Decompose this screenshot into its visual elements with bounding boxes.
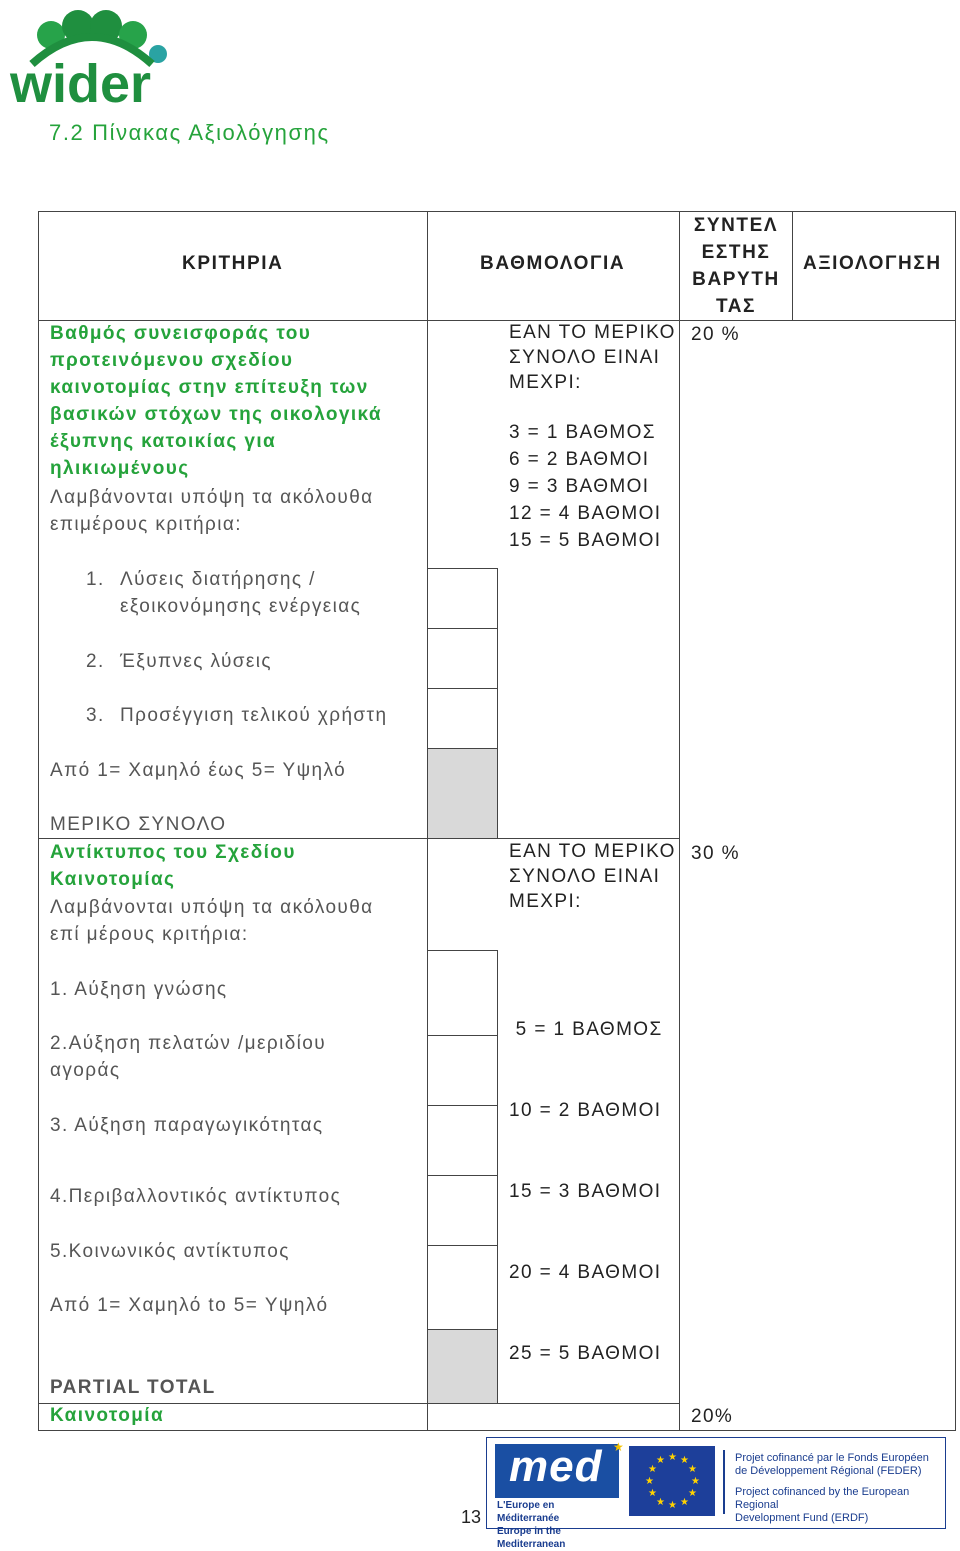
- section1-subheading: Λαμβάνονται υπόψη τα ακόλουθα επιμέρους κριτήρια:: [50, 487, 374, 535]
- svg-text:★: ★: [656, 1497, 665, 1508]
- partial-total-cell: [428, 1330, 497, 1403]
- svg-text:★: ★: [668, 1452, 677, 1463]
- eu-flag-icon: [629, 1446, 715, 1516]
- svg-text:★: ★: [648, 1464, 657, 1475]
- scale-note: Από 1= Χαμηλό έως 5= Υψηλό: [50, 760, 347, 781]
- weight-value: 30 %: [691, 843, 740, 864]
- svg-text:★: ★: [656, 1455, 665, 1466]
- weight-value: 20 %: [691, 324, 740, 345]
- section3-heading: Καινοτομία: [50, 1405, 165, 1426]
- score-rule-intro: ΕΑΝ ΤΟ ΜΕΡΙΚΟ ΣΥΝΟΛΟ ΕΙΝΑΙ ΜΕΧΡΙ:: [509, 322, 676, 393]
- section2-subheading: Λαμβάνονται υπόψη τα ακόλουθα επί μέρους κριτήρια:: [50, 897, 374, 945]
- partial-total-cell: [428, 749, 497, 838]
- score-rules: 5 = 1 ΒΑΘΜΟΣ 10 = 2 ΒΑΘΜΟΙ 15 = 3 ΒΑΘΜΟΙ 20 = 4 ΒΑΘΜΟΙ 25 = 5 ΒΑΘΜΟΙ: [509, 1019, 663, 1364]
- criterion-item: 1. Αύξηση γνώσης: [50, 979, 228, 1000]
- header-score: ΒΑΘΜΟΛΟΓΙΑ: [480, 253, 626, 274]
- partial-total-label: PARTIAL TOTAL: [50, 1377, 216, 1398]
- criterion-item: 5.Κοινωνικός αντίκτυπος: [50, 1241, 290, 1262]
- section2-heading: Αντίκτυπος του Σχεδίου Καινοτομίας: [50, 842, 296, 890]
- weight-value: 20%: [691, 1406, 734, 1427]
- section1-heading: Βαθμός συνεισφοράς του προτεινόμενου σχεδίου καινοτομίας στην επίτευξη των βασικών στόχων της οικολογικά έξυπνης κατοικίας για ηλικιωμένους: [50, 323, 382, 479]
- page-number: 13: [461, 1507, 482, 1527]
- med-logo-text: med: [509, 1442, 603, 1491]
- criterion-item-label: Λύσεις διατήρησης / εξοικονόμησης ενέργειας: [120, 569, 362, 617]
- scale-note: Από 1= Χαμηλό to 5= Υψηλό: [50, 1295, 329, 1316]
- svg-text:★: ★: [680, 1455, 689, 1466]
- criterion-item: 1.: [86, 569, 105, 590]
- criterion-item: 4.Περιβαλλοντικός αντίκτυπος: [50, 1186, 342, 1207]
- criterion-item: 3. Αύξηση παραγωγικότητας: [50, 1115, 324, 1136]
- criterion-item: 3.: [86, 705, 105, 726]
- logo-text: wider: [10, 54, 152, 110]
- med-logo: med ★ L'Europe en Méditerranée Europe in the Mediterranean: [497, 1440, 624, 1550]
- svg-text:★: ★: [648, 1488, 657, 1499]
- score-rules: 3 = 1 ΒΑΘΜΟΣ 6 = 2 ΒΑΘΜΟΙ 9 = 3 ΒΑΘΜΟΙ 12 = 4 ΒΑΘΜΟΙ 15 = 5 ΒΑΘΜΟΙ: [509, 422, 662, 551]
- svg-text:★: ★: [688, 1464, 697, 1475]
- criterion-item-label: Έξυπνες λύσεις: [120, 651, 272, 672]
- header-evaluation: ΑΞΙΟΛΟΓΗΣΗ: [803, 253, 942, 274]
- partial-total-label: ΜΕΡΙΚΟ ΣΥΝΟΛΟ: [50, 814, 227, 835]
- eu-funding-text: Projet cofinancé par le Fonds Européen de Développement Régional (FEDER) Project cofinanced by the European Regional Development Fund (ERDF): [735, 1452, 929, 1524]
- svg-text:★: ★: [668, 1500, 677, 1511]
- criterion-item: 2.Αύξηση πελατών /μεριδίου αγοράς: [50, 1033, 327, 1081]
- star-icon: ★: [613, 1440, 624, 1454]
- criterion-item-label: Προσέγγιση τελικού χρήστη: [120, 705, 388, 726]
- header-criteria: ΚΡΙΤΗΡΙΑ: [182, 253, 284, 274]
- footer-banner: [486, 1437, 946, 1550]
- svg-text:★: ★: [691, 1476, 700, 1487]
- svg-text:★: ★: [688, 1488, 697, 1499]
- wider-logo: [6, 2, 178, 110]
- score-rule-intro: ΕΑΝ ΤΟ ΜΕΡΙΚΟ ΣΥΝΟΛΟ ΕΙΝΑΙ ΜΕΧΡΙ:: [509, 841, 676, 912]
- header-weight: ΣΥΝΤΕΛ ΕΣΤΗΣ ΒΑΡΥΤΗ ΤΑΣ: [692, 215, 780, 317]
- svg-text:★: ★: [645, 1476, 654, 1487]
- section-title: 7.2 Πίνακας Αξιολόγησης: [49, 120, 330, 145]
- svg-text:★: ★: [680, 1497, 689, 1508]
- criterion-item: 2.: [86, 651, 105, 672]
